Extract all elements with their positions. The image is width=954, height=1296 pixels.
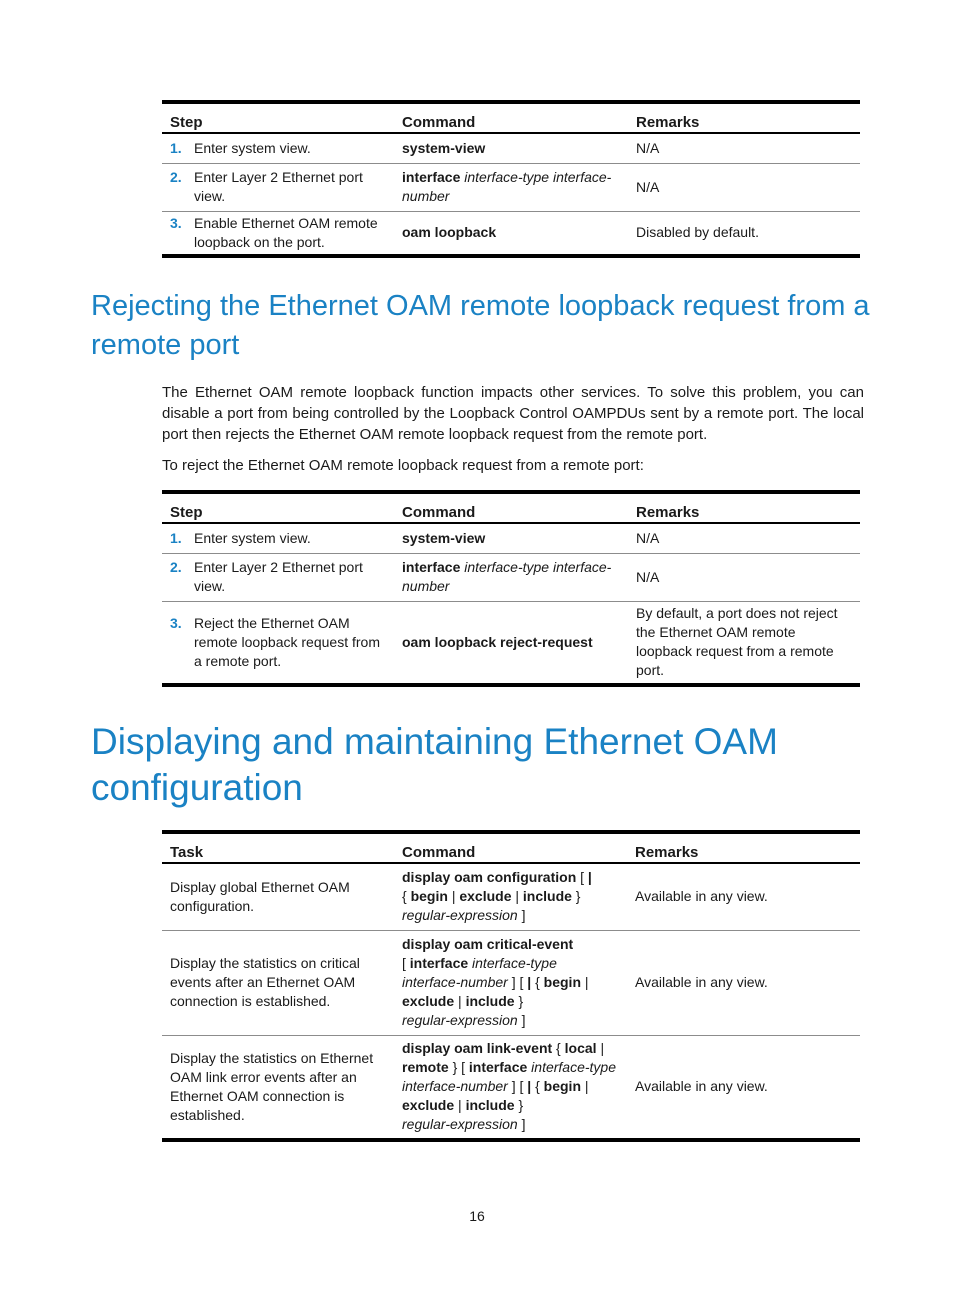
command-argument: interface-number: [402, 1078, 508, 1095]
task-cell: Display the statistics on critical events after an Ethernet OAM connection is established.: [162, 930, 394, 1035]
pipe-symbol: |: [527, 1078, 532, 1095]
page-number: 16: [469, 1208, 485, 1224]
pipe-symbol: |: [587, 869, 592, 886]
separator: |: [584, 1078, 589, 1095]
command-keyword: begin: [410, 888, 448, 905]
remarks-cell: Available in any view.: [627, 930, 860, 1035]
command-argument: regular-expression: [402, 907, 518, 924]
column-header-command: Command: [394, 832, 627, 863]
table-row: [162, 163, 860, 211]
step-number: 1.: [170, 529, 182, 546]
command-keyword: display oam link-event: [402, 1040, 553, 1057]
table-row: [162, 523, 860, 553]
command-keyword: display oam critical-event: [402, 936, 574, 952]
command-keyword: interface: [402, 559, 461, 575]
step-number: 1.: [170, 139, 182, 156]
command-keyword: interface: [402, 169, 461, 185]
command-argument: regular-expression: [402, 1116, 518, 1133]
remarks-cell: N/A: [628, 133, 860, 163]
command-keyword: oam loopback reject-request: [402, 633, 593, 650]
table-row: [162, 863, 860, 930]
remarks-cell: N/A: [628, 163, 860, 211]
command-keyword: begin: [543, 1078, 582, 1095]
column-header-command: Command: [394, 102, 628, 133]
table-row: [162, 553, 860, 601]
body-paragraph: The Ethernet OAM remote loopback function impacts other services. To solve this problem, you can disable a port from being controlled by the Loopback Control OAMPDUs sent by a remote port. The local port then rejects the Ethernet OAM remote loopback request from the remote port.: [162, 384, 864, 443]
command-keyword: oam loopback: [402, 224, 497, 240]
command-keyword: exclude: [459, 888, 512, 905]
step-description: Reject the Ethernet OAM remote loopback request from a remote port.: [194, 614, 380, 669]
remarks-cell: N/A: [628, 523, 860, 553]
column-header-remarks: Remarks: [628, 102, 860, 133]
command-keyword: interface: [409, 955, 469, 971]
step-description: Enable Ethernet OAM remote loopback on the port.: [194, 214, 378, 250]
table-row: [162, 133, 860, 163]
separator: |: [584, 974, 589, 990]
command-argument: interface-number: [402, 974, 508, 990]
command-keyword: begin: [543, 974, 582, 990]
remarks-cell: Disabled by default.: [628, 211, 860, 256]
command-keyword: exclude: [402, 993, 455, 1009]
step-description: Enter Layer 2 Ethernet port view.: [194, 559, 363, 594]
column-header-command: Command: [394, 492, 628, 523]
section-heading: Rejecting the Ethernet OAM remote loopback request from a remote port: [91, 290, 870, 361]
steps-table-reject-loopback: [162, 490, 860, 687]
remarks-cell: Available in any view.: [627, 863, 860, 930]
pipe-symbol: |: [527, 974, 532, 990]
remarks-cell: N/A: [628, 553, 860, 601]
command-keyword: system-view: [402, 529, 486, 546]
table-row: [162, 601, 860, 685]
column-header-remarks: Remarks: [628, 492, 860, 523]
separator: |: [600, 1040, 605, 1057]
step-description: Enter Layer 2 Ethernet port view.: [194, 169, 363, 204]
step-description: Enter system view.: [194, 139, 311, 156]
command-keyword: include: [522, 888, 572, 905]
step-number: 2.: [170, 559, 182, 575]
table-row: [162, 211, 860, 256]
column-header-step: Step: [162, 492, 394, 523]
task-cell: Display the statistics on Ethernet OAM link error events after an Ethernet OAM connection is established.: [162, 1035, 394, 1140]
command-keyword: local: [564, 1040, 597, 1057]
command-keyword: remote: [402, 1059, 449, 1076]
column-header-remarks: Remarks: [627, 832, 860, 863]
command-argument: interface-type interface-number: [402, 169, 612, 204]
separator: |: [515, 888, 520, 905]
command-keyword: display oam configuration: [402, 869, 577, 886]
column-header-step: Step: [162, 102, 394, 133]
command-keyword: include: [465, 1097, 515, 1114]
column-header-task: Task: [162, 832, 394, 863]
step-description: Enter system view.: [194, 529, 311, 546]
command-keyword: exclude: [402, 1097, 455, 1114]
remarks-cell: Available in any view.: [627, 1035, 860, 1140]
command-cell: display oam configuration [ | { begin | exclude | include } regular-expression ]: [394, 863, 627, 930]
command-argument: interface-type interface-number: [402, 559, 612, 594]
step-number: 3.: [170, 614, 182, 631]
command-cell: display oam link-event { local | remote } [ interface interface-type interface-number ] [ | { begin | exclude | include } regular-expression ]: [394, 1035, 627, 1140]
step-number: 2.: [170, 169, 182, 185]
separator: |: [458, 993, 462, 1009]
command-keyword: system-view: [402, 139, 486, 156]
remarks-cell: By default, a port does not reject the Ethernet OAM remote loopback request from a remote port.: [628, 601, 860, 685]
command-argument: interface-type: [531, 1059, 616, 1076]
chapter-heading: Displaying and maintaining Ethernet OAM configuration: [91, 721, 778, 808]
command-cell: display oam critical-event [ interface interface-type interface-number ] [ | { begin | exclude | include } regular-expression ]: [394, 930, 627, 1035]
command-argument: regular-expression: [402, 1012, 518, 1028]
step-number: 3.: [170, 214, 182, 231]
body-paragraph-intro: To reject the Ethernet OAM remote loopback request from a remote port:: [162, 457, 644, 474]
command-argument: interface-type: [472, 955, 557, 971]
separator: |: [451, 888, 456, 905]
table-row: [162, 1035, 860, 1140]
task-cell: Display global Ethernet OAM configuration.: [162, 863, 394, 930]
separator: |: [458, 1097, 462, 1114]
display-commands-table: [162, 830, 860, 1142]
table-row: [162, 930, 860, 1035]
steps-table-enable-loopback: [162, 100, 860, 258]
command-keyword: include: [465, 993, 515, 1009]
command-keyword: interface: [468, 1059, 528, 1076]
